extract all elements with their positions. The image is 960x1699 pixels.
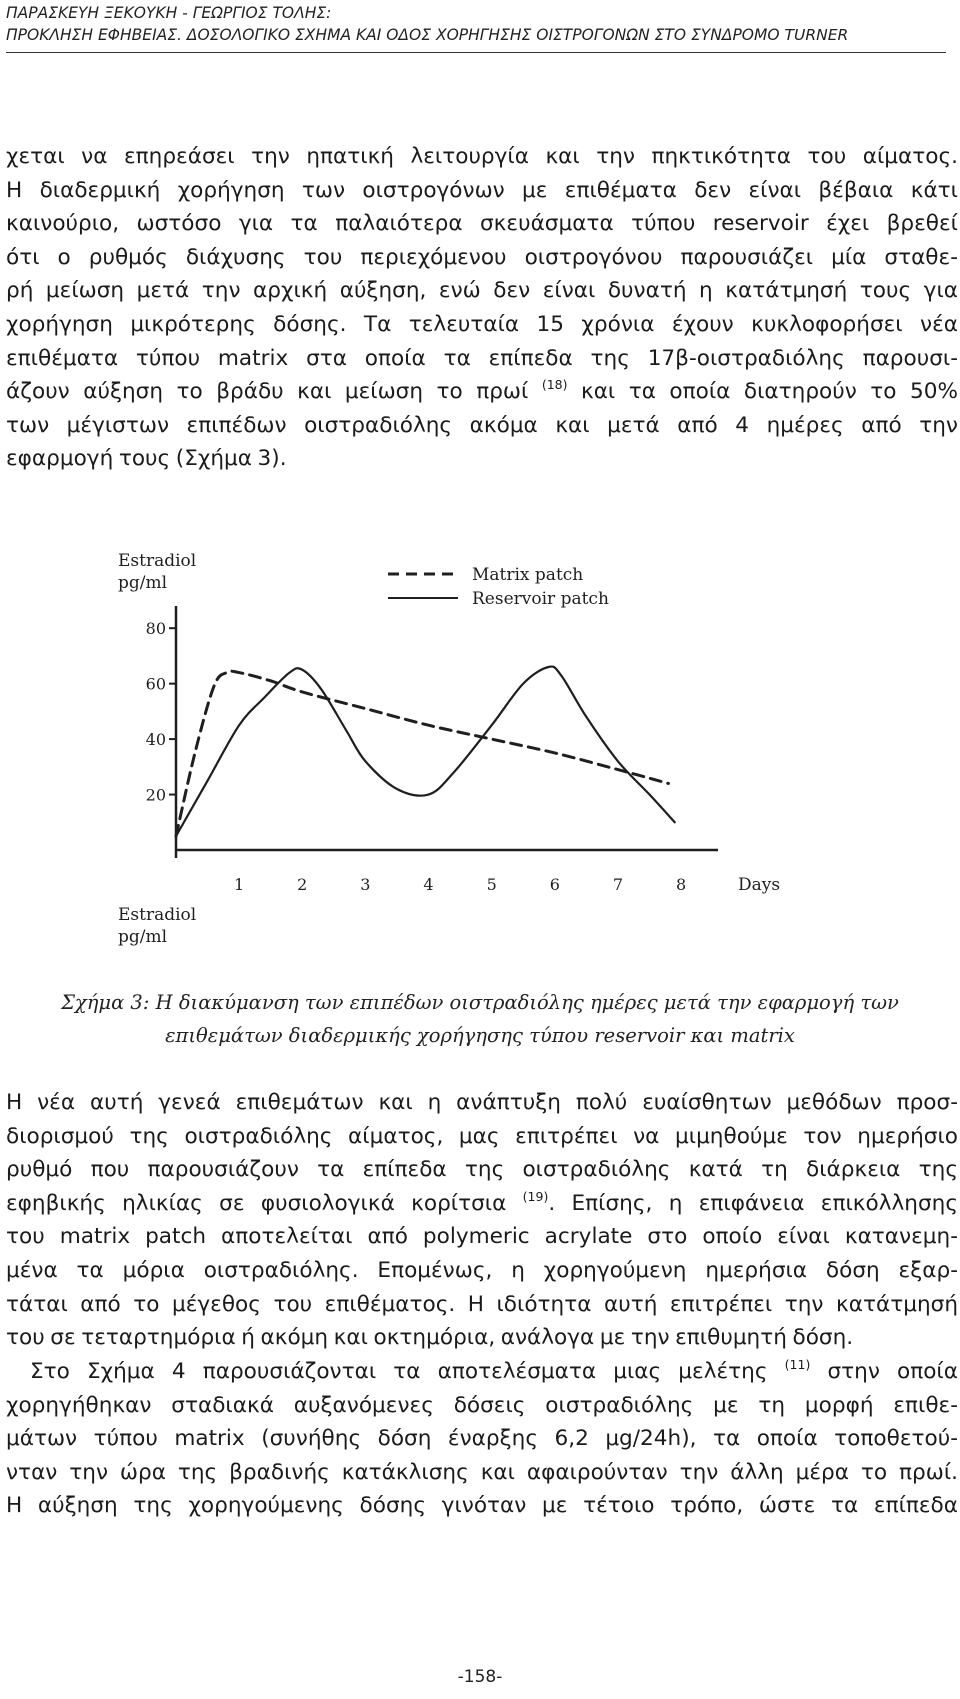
text-segment: άζουν αύξηση το βράδυ και μείωση το πρωί [6, 379, 529, 405]
text-line: μένα τα μόρια οιστραδιόλης. Επομένως, η χορηγούμενη ημερήσια δόση εξαρ- [6, 1257, 958, 1283]
figure-caption [10, 986, 950, 1052]
text-line: καινούριο, ωστόσο για τα παλαιότερα σκευάσματα τύπου reservoir έχει βρεθεί [6, 211, 958, 237]
text-line: του σε τεταρτημόρια ή ακόμη και οκτημόρια, ανάλογα με την επιθυμητή δόση. [6, 1325, 854, 1351]
header-article-title: ΠΡΟΚΛΗΣΗ ΕΦΗΒΕΙΑΣ. ΔΟΣΟΛΟΓΙΚΟ ΣΧΗΜΑ ΚΑΙ ΟΔΟΣ ΧΟΡΗΓΗΣΗΣ ΟΙΣΤΡΟΓΟΝΩΝ ΣΤΟ ΣΥΝΔΡΟΜΟ TURNER [6, 26, 849, 44]
text-line: χορήγηση μικρότερης δόσης. Τα τελευταία 15 χρόνια έχουν κυκλοφορήσει νέα [6, 311, 958, 337]
text-line: ρή μείωση μετά την αρχική αύξηση, ενώ δεν είναι δυνατή η κατάτμησή τους για [6, 278, 958, 304]
x-tick-label: 6 [549, 875, 560, 894]
y-axis-title-bottom-line1: Estradiol [118, 905, 197, 925]
body-paragraph-bottom [6, 1355, 958, 1523]
text-line: χορηγήθηκαν σταδιακά αυξανόμενες δόσεις οιστραδιόλης με τη μορφή επιθε- [6, 1392, 958, 1418]
caption-line: Σχήμα 3: Η διακύμανση των επιπέδων οιστραδιόλης ημέρες μετά την εφαρμογή των [61, 991, 899, 1014]
text-line: των μέγιστων επιπέδων οιστραδιόλης ακόμα και μετά από 4 ημέρες από την [6, 412, 958, 438]
citation-ref: (18) [541, 377, 568, 393]
text-line-with-citation [6, 1355, 958, 1389]
text-line: χεται να επηρεάσει την ηπατική λειτουργία και την πηκτικότητα του αίματος. [6, 144, 958, 169]
x-tick-label: 2 [297, 875, 308, 894]
text-line: εφαρμογή τους (Σχήμα 3). [6, 446, 287, 472]
citation-ref: (19) [522, 1188, 549, 1204]
header-authors: ΠΑΡΑΣΚΕΥΗ ΞΕΚΟΥΚΗ - ΓΕΩΡΓΙΟΣ ΤΟΛΗΣ: [6, 4, 332, 22]
y-tick-label: 40 [145, 730, 166, 750]
text-line-with-citation [6, 1187, 958, 1221]
y-tick-label: 80 [145, 619, 166, 639]
chart-axes [176, 606, 718, 858]
legend-label-matrix: Matrix patch [472, 565, 584, 585]
text-line: διορισμού της οιστραδιόλης αίματος, μας επιτρέπει να μιμηθούμε τον ημερήσιο [6, 1123, 958, 1149]
legend-label-reservoir: Reservoir patch [472, 589, 609, 609]
text-line: του matrix patch αποτελείται από polymeric acrylate στο οποίο είναι κατανεμη- [6, 1224, 958, 1250]
body-paragraph-top [6, 140, 958, 476]
page-number: -158- [457, 1667, 503, 1687]
x-tick-label: 3 [360, 875, 371, 894]
body-paragraph-middle [6, 1086, 958, 1355]
text-segment: εφηβικής ηλικίας σε φυσιολογικά κορίτσια [6, 1190, 507, 1216]
series-line-matrix-patch [176, 671, 668, 836]
chart-ticks [146, 619, 687, 894]
x-tick-label: 1 [234, 875, 245, 894]
x-axis-unit-label: Days [738, 875, 781, 895]
chart-legend [388, 565, 609, 609]
y-tick-label: 20 [145, 785, 166, 805]
series-line-reservoir-patch [176, 667, 675, 837]
text-line: Η αύξηση της χορηγούμενης δόσης γινόταν με τέτοιο τρόπο, ώστε τα επίπεδα [6, 1493, 958, 1519]
y-axis-title-top-line1: Estradiol [118, 551, 197, 571]
text-segment: . Επίσης, η επιφάνεια επικόλλησης [548, 1190, 958, 1216]
text-line-with-citation [6, 375, 958, 409]
text-line: Η διαδερμική χορήγηση των οιστρογόνων με επιθέματα δεν είναι βέβαια κάτι [6, 177, 958, 203]
text-line: επιθέματα τύπου matrix στα οποία τα επίπεδα της 17β-οιστραδιόλης παρουσι- [6, 345, 958, 371]
x-tick-label: 8 [675, 875, 687, 894]
text-segment: και τα οποία διατηρούν το 50% [580, 379, 958, 405]
x-tick-label: 4 [423, 875, 434, 894]
figure-3 [118, 538, 808, 962]
x-tick-label: 5 [486, 875, 497, 894]
caption-line: επιθεμάτων διαδερμικής χορήγησης τύπου reservoir και matrix [165, 1024, 795, 1047]
header-rule [6, 52, 946, 53]
text-line: Η νέα αυτή γενεά επιθεμάτων και η ανάπτυξη πολύ ευαίσθητων μεθόδων προσ- [6, 1090, 958, 1115]
y-axis-title-bottom-line2: pg/ml [118, 927, 168, 947]
text-line: μάτων τύπου matrix (συνήθης δόση έναρξης 6,2 μg/24h), τα οποία τοποθετού- [6, 1426, 958, 1452]
running-header [6, 2, 946, 46]
text-line: ότι ο ρυθμός διάχυσης του περιεχόμενου οιστρογόνου παρουσιάζει μία σταθε- [6, 244, 958, 270]
text-line: ρυθμό που παρουσιάζουν τα επίπεδα της οιστραδιόλης κατά τη διάρκεια της [6, 1157, 958, 1183]
estradiol-chart [118, 538, 808, 958]
text-line: νταν την ώρα της βραδινής κατάκλισης και αφαιρούνταν την άλλη μέρα το πρωί. [6, 1459, 958, 1485]
text-segment: Στο Σχήμα 4 παρουσιάζονται τα αποτελέσματα μιας μελέτης [30, 1359, 768, 1384]
x-tick-label: 7 [612, 875, 624, 894]
chart-series [176, 667, 675, 837]
y-tick-label: 60 [145, 674, 166, 694]
text-line: τάται από το μέγεθος του επιθέματος. Η ιδιότητα αυτή επιτρέπει την κατάτμησή [6, 1291, 958, 1317]
text-segment: στην οποία [827, 1359, 958, 1384]
citation-ref: (11) [784, 1357, 811, 1372]
y-axis-title-top-line2: pg/ml [118, 573, 168, 593]
